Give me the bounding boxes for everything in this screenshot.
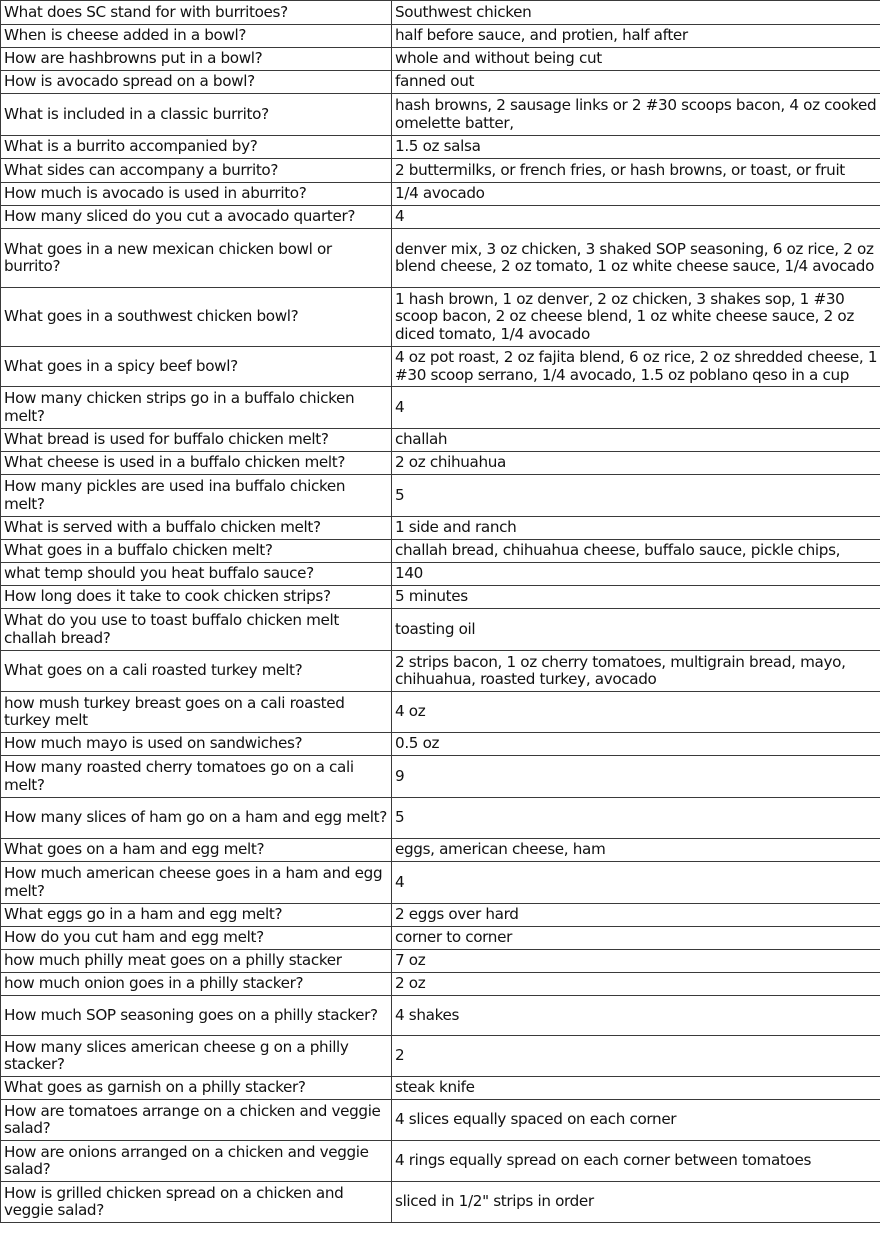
question-cell: What goes in a new mexican chicken bowl or burrito? [1, 229, 392, 288]
answer-cell: steak knife [392, 1077, 880, 1100]
question-cell: How many slices american cheese g on a philly stacker? [1, 1036, 392, 1077]
table-row [1, 387, 880, 429]
question-cell: What bread is used for buffalo chicken melt? [1, 429, 392, 452]
table-row [1, 996, 880, 1036]
answer-cell: challah bread, chihuahua cheese, buffalo sauce, pickle chips, [392, 540, 880, 563]
question-cell: How many pickles are used ina buffalo chicken melt? [1, 475, 392, 517]
question-cell: How much SOP seasoning goes on a philly stacker? [1, 996, 392, 1036]
question-cell: How long does it take to cook chicken strips? [1, 586, 392, 609]
table-row [1, 136, 880, 159]
answer-cell: 4 [392, 387, 880, 429]
question-cell: What goes on a cali roasted turkey melt? [1, 651, 392, 692]
table-row [1, 586, 880, 609]
table-row [1, 798, 880, 839]
question-cell: What eggs go in a ham and egg melt? [1, 904, 392, 927]
answer-cell: denver mix, 3 oz chicken, 3 shaked SOP seasoning, 6 oz rice, 2 oz blend cheese, 2 oz tomato, 1 oz white cheese sauce, 1/4 avocado [392, 229, 880, 288]
answer-cell: toasting oil [392, 609, 880, 651]
table-row [1, 475, 880, 517]
table-row [1, 159, 880, 183]
answer-cell: 4 [392, 862, 880, 904]
answer-cell: 1.5 oz salsa [392, 136, 880, 159]
table-row [1, 862, 880, 904]
table-row [1, 950, 880, 973]
question-cell: What sides can accompany a burrito? [1, 159, 392, 183]
question-cell: What is served with a buffalo chicken melt? [1, 517, 392, 540]
answer-cell: half before sauce, and protien, half after [392, 25, 880, 48]
question-cell: What goes as garnish on a philly stacker? [1, 1077, 392, 1100]
question-cell: How many roasted cherry tomatoes go on a cali melt? [1, 756, 392, 798]
table-row [1, 229, 880, 288]
question-cell: How are onions arranged on a chicken and veggie salad? [1, 1141, 392, 1182]
table-row [1, 651, 880, 692]
table-row [1, 692, 880, 733]
answer-cell: Southwest chicken [392, 1, 880, 25]
table-row [1, 206, 880, 229]
table-row [1, 1100, 880, 1141]
answer-cell: 5 [392, 475, 880, 517]
table-row [1, 1182, 880, 1223]
answer-cell: corner to corner [392, 927, 880, 950]
table-row [1, 1077, 880, 1100]
table-row [1, 429, 880, 452]
question-cell: What goes in a southwest chicken bowl? [1, 288, 392, 347]
question-cell: How many chicken strips go in a buffalo chicken melt? [1, 387, 392, 429]
table-row [1, 25, 880, 48]
answer-cell: 4 [392, 206, 880, 229]
question-cell: How much american cheese goes in a ham and egg melt? [1, 862, 392, 904]
table-row [1, 452, 880, 475]
table-row [1, 1141, 880, 1182]
question-cell: What does SC stand for with burritoes? [1, 1, 392, 25]
table-row [1, 563, 880, 586]
answer-cell: whole and without being cut [392, 48, 880, 71]
table-row [1, 609, 880, 651]
question-cell: What is a burrito accompanied by? [1, 136, 392, 159]
question-cell: How is grilled chicken spread on a chicken and veggie salad? [1, 1182, 392, 1223]
answer-cell: 2 [392, 1036, 880, 1077]
question-cell: How many slices of ham go on a ham and egg melt? [1, 798, 392, 839]
question-cell: What goes in a buffalo chicken melt? [1, 540, 392, 563]
answer-cell: fanned out [392, 71, 880, 94]
table-row [1, 347, 880, 387]
table-row [1, 1, 880, 25]
answer-cell: 2 eggs over hard [392, 904, 880, 927]
table-row [1, 839, 880, 862]
answer-cell: 1 hash brown, 1 oz denver, 2 oz chicken, 3 shakes sop, 1 #30 scoop bacon, 2 oz cheese blend, 1 oz white cheese sauce, 2 oz diced tomato, 1/4 avocado [392, 288, 880, 347]
question-cell: what temp should you heat buffalo sauce? [1, 563, 392, 586]
answer-cell: 4 rings equally spread on each corner between tomatoes [392, 1141, 880, 1182]
question-cell: What do you use to toast buffalo chicken melt challah bread? [1, 609, 392, 651]
question-cell: How are hashbrowns put in a bowl? [1, 48, 392, 71]
question-cell: how much philly meat goes on a philly stacker [1, 950, 392, 973]
question-cell: How do you cut ham and egg melt? [1, 927, 392, 950]
question-cell: how mush turkey breast goes on a cali roasted turkey melt [1, 692, 392, 733]
answer-cell: 5 minutes [392, 586, 880, 609]
table-row [1, 517, 880, 540]
question-cell: What cheese is used in a buffalo chicken melt? [1, 452, 392, 475]
answer-cell: 1/4 avocado [392, 183, 880, 206]
answer-cell: 7 oz [392, 950, 880, 973]
question-cell: What goes on a ham and egg melt? [1, 839, 392, 862]
answer-cell: challah [392, 429, 880, 452]
answer-cell: 2 buttermilks, or french fries, or hash browns, or toast, or fruit [392, 159, 880, 183]
question-cell: How is avocado spread on a bowl? [1, 71, 392, 94]
question-cell: How many sliced do you cut a avocado quarter? [1, 206, 392, 229]
table-row [1, 756, 880, 798]
answer-cell: 4 slices equally spaced on each corner [392, 1100, 880, 1141]
question-cell: What is included in a classic burrito? [1, 94, 392, 136]
table-row [1, 288, 880, 347]
table-row [1, 733, 880, 756]
table-row [1, 973, 880, 996]
answer-cell: 5 [392, 798, 880, 839]
answer-cell: 2 strips bacon, 1 oz cherry tomatoes, multigrain bread, mayo, chihuahua, roasted turkey, avocado [392, 651, 880, 692]
question-cell: When is cheese added in a bowl? [1, 25, 392, 48]
table-row [1, 927, 880, 950]
answer-cell: hash browns, 2 sausage links or 2 #30 scoops bacon, 4 oz cooked omelette batter, [392, 94, 880, 136]
table-row [1, 904, 880, 927]
table-row [1, 71, 880, 94]
question-cell: How much mayo is used on sandwiches? [1, 733, 392, 756]
answer-cell: 2 oz [392, 973, 880, 996]
table-row [1, 48, 880, 71]
answer-cell: 4 shakes [392, 996, 880, 1036]
answer-cell: eggs, american cheese, ham [392, 839, 880, 862]
answer-cell: 140 [392, 563, 880, 586]
question-cell: how much onion goes in a philly stacker? [1, 973, 392, 996]
table-row [1, 183, 880, 206]
table-row [1, 540, 880, 563]
answer-cell: 9 [392, 756, 880, 798]
question-cell: What goes in a spicy beef bowl? [1, 347, 392, 387]
answer-cell: sliced in 1/2" strips in order [392, 1182, 880, 1223]
question-cell: How are tomatoes arrange on a chicken and veggie salad? [1, 1100, 392, 1141]
qa-table-body [1, 1, 880, 1223]
answer-cell: 4 oz pot roast, 2 oz fajita blend, 6 oz rice, 2 oz shredded cheese, 1 #30 scoop serrano, 1/4 avocado, 1.5 oz poblano qeso in a cup [392, 347, 880, 387]
answer-cell: 1 side and ranch [392, 517, 880, 540]
answer-cell: 4 oz [392, 692, 880, 733]
question-cell: How much is avocado is used in aburrito? [1, 183, 392, 206]
table-row [1, 94, 880, 136]
table-row [1, 1036, 880, 1077]
answer-cell: 2 oz chihuahua [392, 452, 880, 475]
answer-cell: 0.5 oz [392, 733, 880, 756]
